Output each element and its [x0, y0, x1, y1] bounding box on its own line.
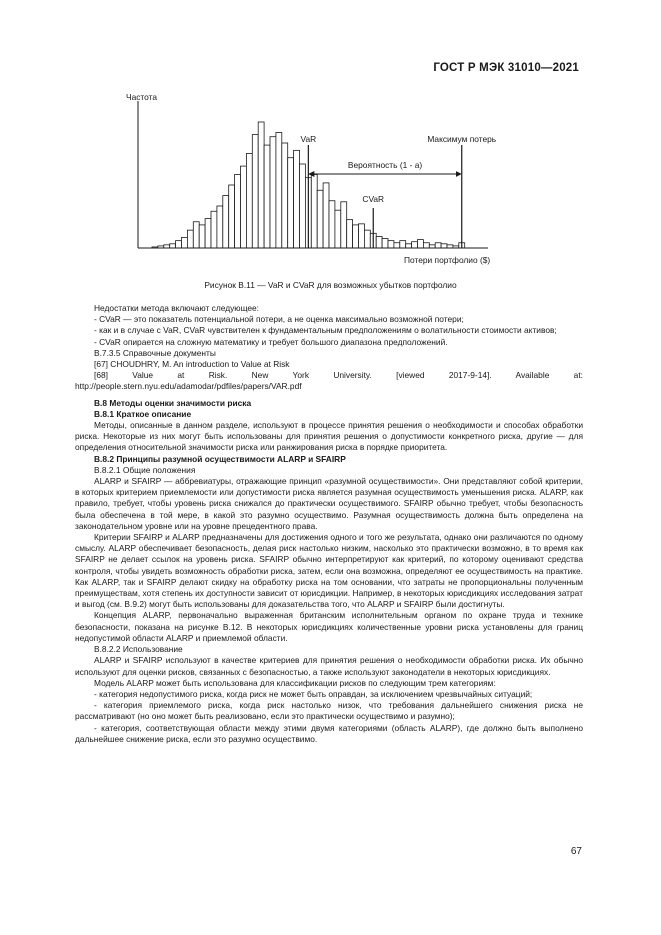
- histogram-bar: [347, 220, 353, 248]
- var-label: VaR: [300, 134, 317, 144]
- histogram-bar: [341, 202, 347, 248]
- cvar-label: CVaR: [362, 194, 385, 204]
- var-cvar-figure: [112, 88, 512, 278]
- histogram-bar: [406, 244, 412, 248]
- histogram-bar: [211, 211, 217, 248]
- histogram-bar: [205, 219, 211, 248]
- probability-label: Вероятность (1 - a): [347, 160, 423, 170]
- paragraph: Критерии SFAIRP и ALARP предназначены для достижения одного и того же результата, однако они различаются по одному смыслу. ALARP обеспечивает безопасность, делая риск настолько низким, насколько это практически возможно, в то время как SFAIRP не делает ссылок на уровень риска. SFAIRP обычно интерпретируют как критерий, по которому оценивают средства контроля, чтобы увидеть возможность обработки риска, затем, если она возможна, определяют ее осуществимость на практике. Как ALARP, так и SFAIRP делают скидку на обработку риска на том основании, что затраты не пропорциональны полученным преимуществам, хотя степень их доступности зависит от юрисдикции. Например, в некоторых юрисдикциях исследования затрат и выгод (см. B.9.2) могут быть использованы для доказательства того, что ALARP и SFAIRP были достигнуты.: [75, 532, 583, 610]
- histogram-bar: [441, 244, 447, 248]
- list-item: - категория, соответствующая области между этими двумя категориями (область ALARP), где должно быть выполнено дальнейшее снижение риска, если это разумно осуществимо.: [75, 722, 583, 744]
- histogram-bar: [435, 243, 441, 248]
- histogram-bar: [323, 183, 329, 248]
- paragraph: ALARP и SFAIRP используют в качестве критериев для принятия решения о необходимости обработки риска. Их обычно используют для оценки рисков, связанных с безопасностью, а также используют законодатели в некоторых юрисдикциях.: [75, 655, 583, 677]
- list-item: - CVaR опирается на сложную математику и требует большого диапазона предположений.: [94, 336, 448, 347]
- histogram-bar: [388, 241, 394, 248]
- histogram-bar: [176, 241, 182, 248]
- histogram-bar: [187, 230, 193, 248]
- histogram-bar: [394, 243, 400, 248]
- histogram-bar: [423, 243, 429, 248]
- histogram-bar: [288, 158, 294, 248]
- histogram-bar: [264, 145, 270, 248]
- histogram-bar: [229, 185, 235, 248]
- histogram-bar: [376, 236, 382, 248]
- subsection-title: B.7.3.5 Справочные документы: [94, 347, 216, 358]
- paragraph: Модель ALARP может быть использована для классификации рисков по следующим трем категориям:: [94, 677, 496, 688]
- figure-caption: Рисунок B.11 — VaR и CVaR для возможных убытков портфолио: [204, 280, 457, 290]
- histogram-bar: [241, 166, 247, 248]
- histogram-bar: [282, 143, 288, 248]
- histogram-bar: [418, 240, 424, 248]
- histogram-bar: [182, 238, 188, 249]
- histogram-bar: [300, 164, 306, 248]
- histogram-bar: [364, 230, 370, 248]
- subsection-title: B.8.2.1 Общие положения: [94, 464, 196, 475]
- paragraph: Концепция ALARP, первоначально выраженная британским исполнительным органом по охране труда и технике безопасности, показана на рисунке B.12. В некоторых юрисдикциях количественные уровни риска установлены для границ недопустимой области ALARP и приемлемой области.: [75, 610, 583, 643]
- reference-item: [67] CHOUDHRY, M. An introduction to Value at Risk: [94, 359, 290, 370]
- histogram-bar: [193, 222, 199, 248]
- histogram-bar: [252, 135, 258, 248]
- list-item: - CVaR — это показатель потенциальной потери, а не оценка максимально возможной потери;: [94, 314, 464, 325]
- list-item: - категория приемлемого риска, когда риск настолько низок, что требования дальнейшего снижения риска не рассматривают (но оно может быть реализовано, если это практически осуществимо и разумно);: [75, 700, 583, 722]
- max-loss-label: Максимум потерь: [427, 134, 497, 144]
- histogram-bar: [382, 239, 388, 248]
- histogram-bar: [412, 242, 418, 248]
- subsection-heading: B.8.2 Принципы разумной осуществимости ALARP и SFAIRP: [94, 453, 346, 464]
- histogram-chart: [112, 88, 512, 278]
- y-axis-label: Частота: [126, 92, 158, 102]
- histogram-bar: [199, 225, 205, 248]
- page-number: 67: [570, 846, 582, 857]
- document-body: [75, 303, 583, 745]
- histogram-bar: [311, 175, 317, 249]
- histogram-bar: [235, 175, 241, 249]
- histogram-bar: [329, 201, 335, 248]
- paragraph: ALARP и SFAIRP — аббревиатуры, отражающие принцип «разумной осуществимости». Они представляют собой критерии, в которых критерием приемлемости или допустимости риска является разумная осуществимость уменьшения риска. ALARP, как правило, требует, чтобы уровень риска снижался до практически осуществимого. SFAIRP обычно требует, чтобы безопасность была обеспечена в той мере, в какой это разумно осуществимо. Разумная осуществимость должна быть определена на законодательном уровне или на уровне прецедентного права.: [75, 476, 583, 531]
- reference-item: [68] Value at Risk. New York University. [viewed 2017-9-14]. Available at: http://people.stern.nyu.edu/adamodar/pdfiles/papers/VAR.pdf: [75, 370, 583, 392]
- histogram-bar: [353, 225, 359, 248]
- x-axis-label: Потери портфолио ($): [404, 255, 491, 265]
- histogram-bar: [335, 210, 341, 248]
- histogram-bar: [317, 190, 323, 248]
- standard-header: ГОСТ Р МЭК 31010—2021: [433, 62, 579, 74]
- list-item: - категория недопустимого риска, когда риск не может быть оправдан, за исключением чрезвычайных ситуаций;: [94, 688, 533, 699]
- histogram-bar: [223, 196, 229, 249]
- section-heading: B.8 Методы оценки значимости риска: [94, 397, 252, 408]
- histogram-bar: [276, 133, 282, 249]
- list-item: - как и в случае с VaR, CVaR чувствителен к фундаментальным предположениям о волатильности стоимости активов;: [94, 325, 557, 336]
- histogram-bar: [400, 241, 406, 248]
- histogram-bar: [217, 206, 223, 248]
- histogram-bar: [246, 154, 252, 249]
- histogram-bar: [258, 122, 264, 248]
- histogram-bar: [359, 224, 365, 248]
- histogram-bar: [294, 150, 300, 248]
- histogram-bar: [270, 137, 276, 248]
- paragraph: Методы, описанные в данном разделе, используют в процессе принятия решения о необходимости и способах обработки риска. Некоторые из них могут быть использованы для принятия решения о допустимости конкретного риска, другие — для определения относительной значимости риска или ранжирования риска в порядке приоритета.: [75, 420, 583, 453]
- histogram-bar: [170, 244, 176, 248]
- paragraph: Недостатки метода включают следующее:: [94, 303, 260, 313]
- subsection-heading: B.8.1 Краткое описание: [94, 408, 192, 419]
- subsection-title: B.8.2.2 Использование: [94, 644, 183, 655]
